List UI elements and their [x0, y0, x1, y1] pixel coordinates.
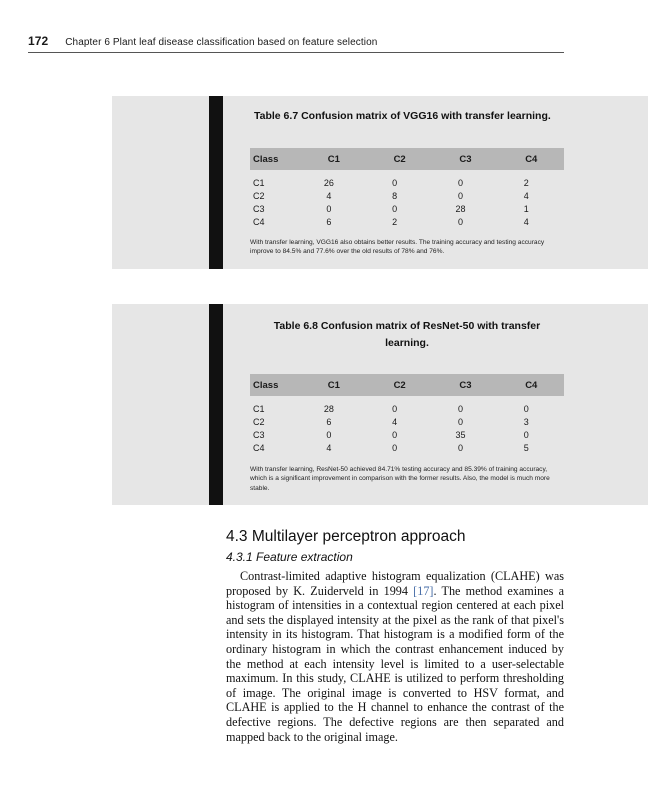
table-cell: 26 — [323, 177, 334, 188]
table-side-bar — [209, 96, 223, 269]
table-cell: 28 — [323, 403, 334, 414]
table-cell: 28 — [455, 203, 466, 214]
header-cell: C2 — [367, 374, 432, 396]
table-caption: Table 6.8 Confusion matrix of ResNet-50 with transfer learning. — [273, 320, 541, 349]
table-cell: C1 — [253, 177, 265, 188]
page-number: 172 — [28, 34, 49, 48]
table-cell: 5 — [523, 442, 529, 453]
table-header-row — [250, 148, 564, 170]
table-row — [250, 176, 564, 189]
table-cell: 4 — [326, 442, 332, 453]
table-cell: C4 — [253, 442, 265, 453]
table-cell: 0 — [523, 429, 529, 440]
table-6-8-block — [112, 304, 648, 505]
table-row — [250, 415, 564, 428]
confusion-matrix-table — [250, 148, 564, 228]
table-caption: Table 6.7 Confusion matrix of VGG16 with transfer learning. — [254, 110, 551, 122]
header-cell: C4 — [499, 148, 564, 170]
table-row — [250, 428, 564, 441]
table-cell: 0 — [457, 177, 463, 188]
section-heading: 4.3 Multilayer perceptron approach — [226, 528, 466, 545]
table-cell: C1 — [253, 403, 265, 414]
table-cell: 8 — [392, 190, 398, 201]
table-row — [250, 441, 564, 454]
running-header — [28, 34, 564, 53]
table-cell: 1 — [523, 203, 529, 214]
table-cell: 2 — [523, 177, 529, 188]
table-cell: 0 — [326, 203, 332, 214]
table-cell: C2 — [253, 416, 265, 427]
table-note: With transfer learning, VGG16 also obtains better results. The training accuracy and testing accuracy improve to 84.5% and 77.6% over the old results of 78% and 76%. — [250, 239, 545, 256]
table-cell: 0 — [523, 403, 529, 414]
table-row — [250, 402, 564, 415]
table-cell: 0 — [392, 203, 398, 214]
table-cell: 4 — [326, 190, 332, 201]
table-cell: 3 — [523, 416, 529, 427]
table-header-row — [250, 374, 564, 396]
header-cell: Class — [250, 374, 301, 396]
table-row — [250, 202, 564, 215]
table-cell: 0 — [392, 442, 398, 453]
running-title: Chapter 6 Plant leaf disease classification based on feature selection — [65, 37, 378, 48]
header-cell: C3 — [432, 374, 498, 396]
table-row — [250, 215, 564, 228]
table-cell: 0 — [326, 429, 332, 440]
table-side-bar — [209, 304, 223, 505]
table-cell: 2 — [392, 216, 398, 227]
header-cell: C1 — [301, 148, 367, 170]
header-cell: C3 — [432, 148, 498, 170]
body-paragraph — [226, 569, 564, 744]
table-cell: C3 — [253, 203, 265, 214]
table-cell: 4 — [523, 190, 529, 201]
table-cell: C3 — [253, 429, 265, 440]
table-cell: C4 — [253, 216, 265, 227]
table-cell: 4 — [523, 216, 529, 227]
header-cell: C4 — [499, 374, 564, 396]
table-cell: 0 — [457, 416, 463, 427]
table-cell: 0 — [457, 403, 463, 414]
table-cell: C2 — [253, 190, 265, 201]
header-cell: C1 — [301, 374, 367, 396]
table-cell: 0 — [457, 216, 463, 227]
table-cell: 6 — [326, 416, 332, 427]
table-cell: 35 — [455, 429, 466, 440]
table-cell: 0 — [457, 190, 463, 201]
confusion-matrix-table — [250, 374, 564, 454]
table-cell: 0 — [392, 429, 398, 440]
table-row — [250, 189, 564, 202]
table-cell: 0 — [392, 403, 398, 414]
header-cell: C2 — [367, 148, 432, 170]
citation-link[interactable]: [17] — [413, 583, 434, 598]
header-cell: Class — [250, 148, 301, 170]
paragraph-text: . The method examines a histogram of intensities in a contextual region centered at each pixel and sets the displayed intensity at the pixel as the rank of that pixel's intensity in its histogram. That histogram is a modified form of the ordinary histogram in which the contrast enhancement induced by the method at each intensity level is limited to a user-selectable maximum. In this study, CLAHE is utilized to perform thresholding of image. The original image is converted to HSV format, and CLAHE is applied to the H channel to enhance the contrast of the defective regions. The defective regions are then separated and mapped back to the original image. — [226, 583, 564, 744]
table-cell: 4 — [392, 416, 398, 427]
table-note: With transfer learning, ResNet-50 achieved 84.71% testing accuracy and 85.39% of training accuracy, which is a significant improvement in comparison with the former results. Also, the model is much more stable. — [250, 466, 550, 492]
table-cell: 0 — [392, 177, 398, 188]
table-6-7-block — [112, 96, 648, 269]
table-cell: 6 — [326, 216, 332, 227]
paragraph-text: Contrast-limited adaptive histogram equalization (CLAHE) was proposed by K. Zuiderveld in 1994 — [226, 569, 564, 598]
table-cell: 0 — [457, 442, 463, 453]
subsection-heading: 4.3.1 Feature extraction — [226, 550, 353, 564]
